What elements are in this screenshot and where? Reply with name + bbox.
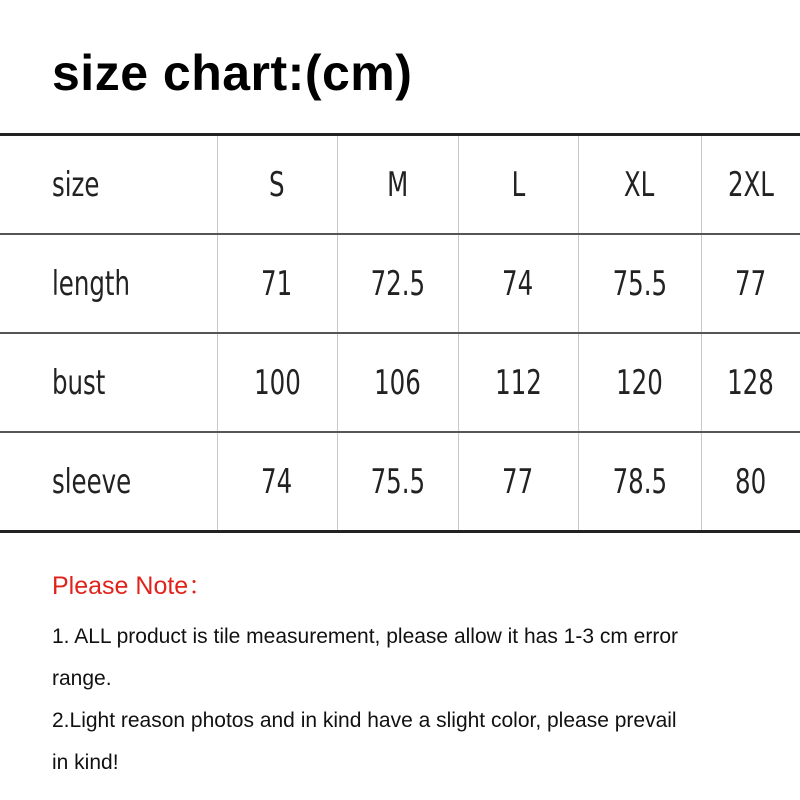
table-cell: 74 [458, 234, 578, 333]
page-title: size chart:(cm) [52, 45, 413, 101]
header-cell-s: S [217, 135, 337, 235]
table-cell: 78.5 [578, 432, 701, 532]
table-cell: 71 [217, 234, 337, 333]
row-label-bust: bust [0, 333, 217, 432]
note-section [52, 566, 782, 784]
row-label-length: length [0, 234, 217, 333]
header-cell-size: size [0, 135, 217, 235]
note-line: in kind! [52, 751, 119, 774]
table-cell: 75.5 [578, 234, 701, 333]
table-cell: 112 [458, 333, 578, 432]
note-line: 2.Light reason photos and in kind have a slight color, please prevail [52, 709, 677, 732]
table-row-bust [0, 333, 800, 432]
table-cell: 75.5 [337, 432, 458, 532]
table-cell: 106 [337, 333, 458, 432]
table-header-row [0, 135, 800, 235]
table-row-length [0, 234, 800, 333]
table-cell: 77 [701, 234, 800, 333]
table-cell: 74 [217, 432, 337, 532]
header-cell-2xl: 2XL [701, 135, 800, 235]
header-cell-m: M [337, 135, 458, 235]
header-cell-l: L [458, 135, 578, 235]
table-cell: 120 [578, 333, 701, 432]
table-cell: 80 [701, 432, 800, 532]
note-line: range. [52, 667, 112, 690]
table-cell: 77 [458, 432, 578, 532]
size-table [0, 133, 800, 533]
note-title: Please Note： [52, 572, 214, 600]
table-cell: 72.5 [337, 234, 458, 333]
table-cell: 100 [217, 333, 337, 432]
row-label-sleeve: sleeve [0, 432, 217, 532]
table-row-sleeve [0, 432, 800, 532]
note-line: 1. ALL product is tile measurement, please allow it has 1-3 cm error [52, 625, 679, 648]
header-cell-xl: XL [578, 135, 701, 235]
table-cell: 128 [701, 333, 800, 432]
